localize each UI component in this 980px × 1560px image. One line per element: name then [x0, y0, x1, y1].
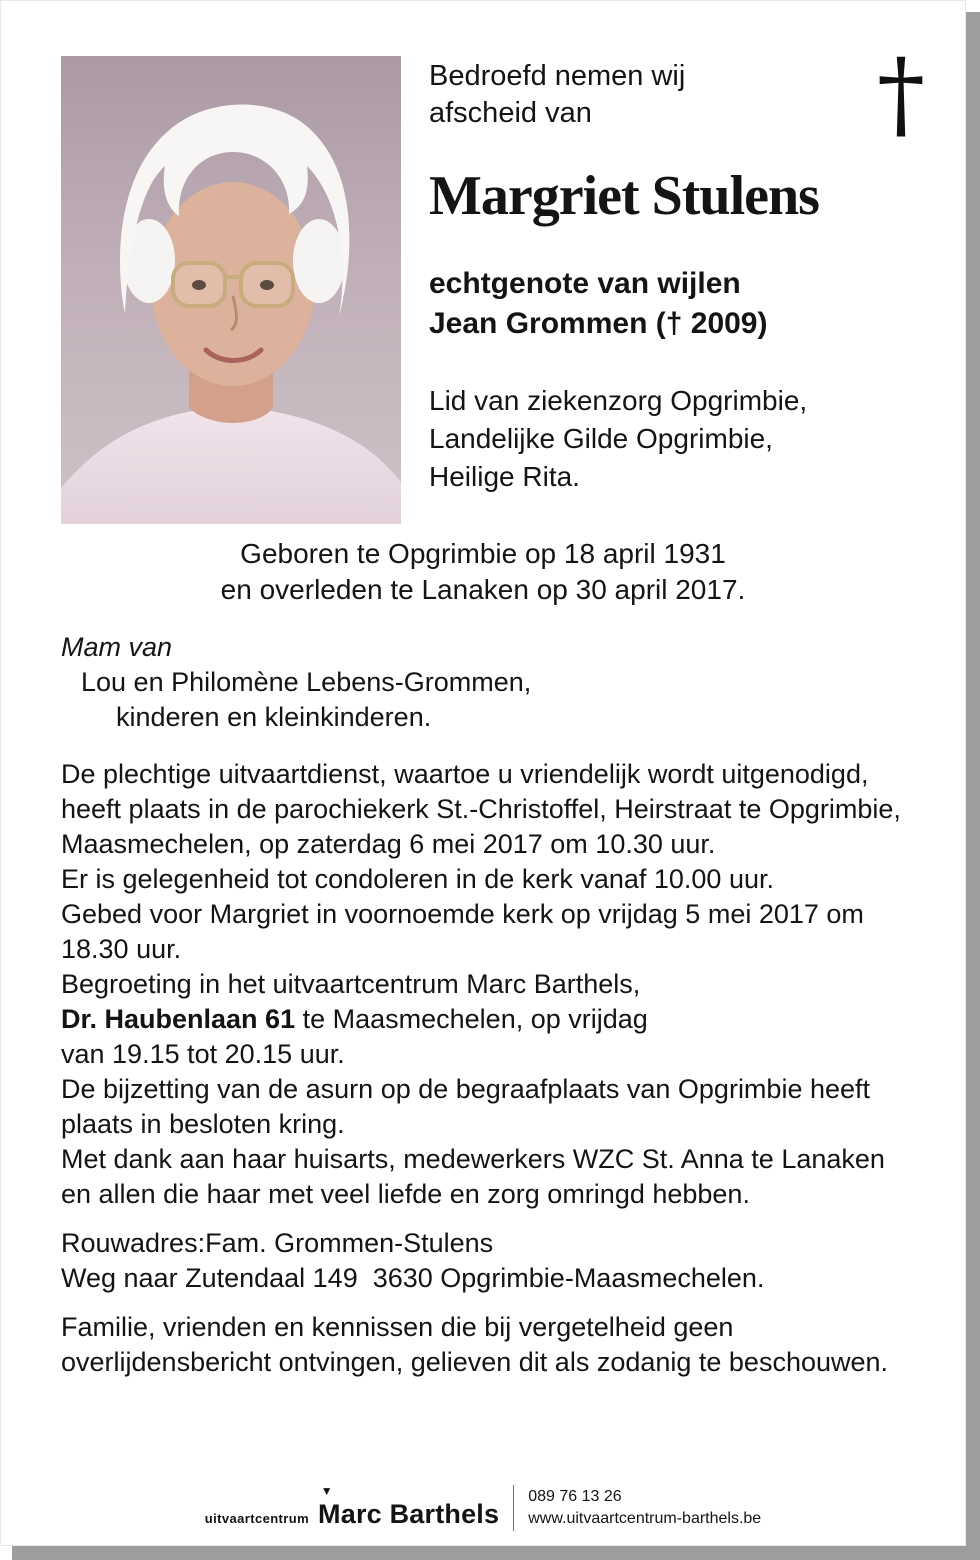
spouse-line: Jean Grommen († 2009) [429, 307, 768, 340]
spouse-line: echtgenote van wijlen [429, 267, 741, 300]
deceased-name: Margriet Stulens [429, 165, 819, 227]
membership-line: Heilige Rita. [429, 461, 580, 492]
visitation-address: Dr. Haubenlaan 61 [61, 1004, 296, 1034]
birth-line: Geboren te Opgrimbie op 18 april 1931 [240, 538, 726, 569]
main-content [1, 630, 965, 1380]
intro-text [429, 56, 929, 132]
card-shadow-bottom [12, 1546, 980, 1560]
mourning-address-line: Weg naar Zutendaal 149 3630 Opgrimbie-Maasmechelen. [61, 1263, 765, 1293]
mourning-address [61, 1226, 907, 1296]
spouse-info [429, 264, 929, 344]
condolences-paragraph: Er is gelegenheid tot condoleren in de kerk vanaf 10.00 uur. [61, 864, 774, 894]
closing-note: Familie, vrienden en kennissen die bij vergetelheid geen overlijdensbericht ontvingen, gelieven dit als zodanig te beschouwen. [61, 1312, 889, 1377]
visitation-time: van 19.15 tot 20.15 uur. [61, 1039, 345, 1069]
family-members: Lou en Philomène Lebens-Grommen, [81, 667, 532, 697]
portrait-photo [61, 56, 401, 524]
footer-divider [513, 1485, 514, 1531]
family-descendants: kinderen en kleinkinderen. [116, 702, 432, 732]
portrait-illustration [61, 56, 401, 524]
membership-line: Landelijke Gilde Opgrimbie, [429, 423, 773, 454]
visitation-rest: te Maasmechelen, op vrijdag [295, 1004, 648, 1034]
birth-death-dates [1, 536, 965, 608]
family-relation: Mam van [61, 632, 173, 662]
service-details [61, 757, 907, 1212]
funeral-home-logo [204, 1483, 500, 1530]
header-text-column [401, 38, 929, 524]
cross-icon: † [877, 38, 925, 150]
funeral-paragraph: De plechtige uitvaartdienst, waartoe u vriendelijk wordt uitgenodigd, heeft plaats in de parochiekerk St.-Christoffel, Heirstraat te Opgrimbie, Maasmechelen, op zaterdag 6 mei 2017 om 10.30 uur. [61, 759, 901, 859]
burial-paragraph: De bijzetting van de asurn op de begraafplaats van Opgrimbie heeft plaats in besloten kring. [61, 1074, 871, 1139]
logo-small-text: uitvaartcentrum [204, 1510, 310, 1526]
footer-contact [528, 1486, 761, 1530]
membership-line: Lid van ziekenzorg Opgrimbie, [429, 385, 808, 416]
thanks-paragraph: Met dank aan haar huisarts, medewerkers WZC St. Anna te Lanaken en allen die haar met veel liefde en zorg omringd hebben. [61, 1144, 885, 1209]
footer-website: www.uitvaartcentrum-barthels.be [528, 1510, 762, 1527]
prayer-paragraph: Gebed voor Margriet in voornoemde kerk op vrijdag 5 mei 2017 om 18.30 uur. [61, 899, 864, 964]
intro-line: Bedroefd nemen wij [429, 60, 686, 92]
death-line: en overleden te Lanaken op 30 april 2017. [220, 574, 746, 605]
header-section [1, 38, 965, 524]
logo-brand-name: Marc Barthels [318, 1498, 500, 1529]
family-section [61, 630, 907, 735]
card-shadow-right [966, 12, 980, 1560]
visitation-line [61, 1002, 907, 1037]
memberships [429, 382, 929, 496]
visitation-intro: Begroeting in het uitvaartcentrum Marc Barthels, [61, 969, 641, 999]
intro-line: afscheid van [429, 97, 592, 129]
footer-phone: 089 76 13 26 [528, 1488, 622, 1505]
mourning-address-line: Rouwadres:Fam. Grommen-Stulens [61, 1228, 494, 1258]
logo-triangle-icon: ▼ [320, 1483, 333, 1498]
footer [1, 1485, 965, 1531]
